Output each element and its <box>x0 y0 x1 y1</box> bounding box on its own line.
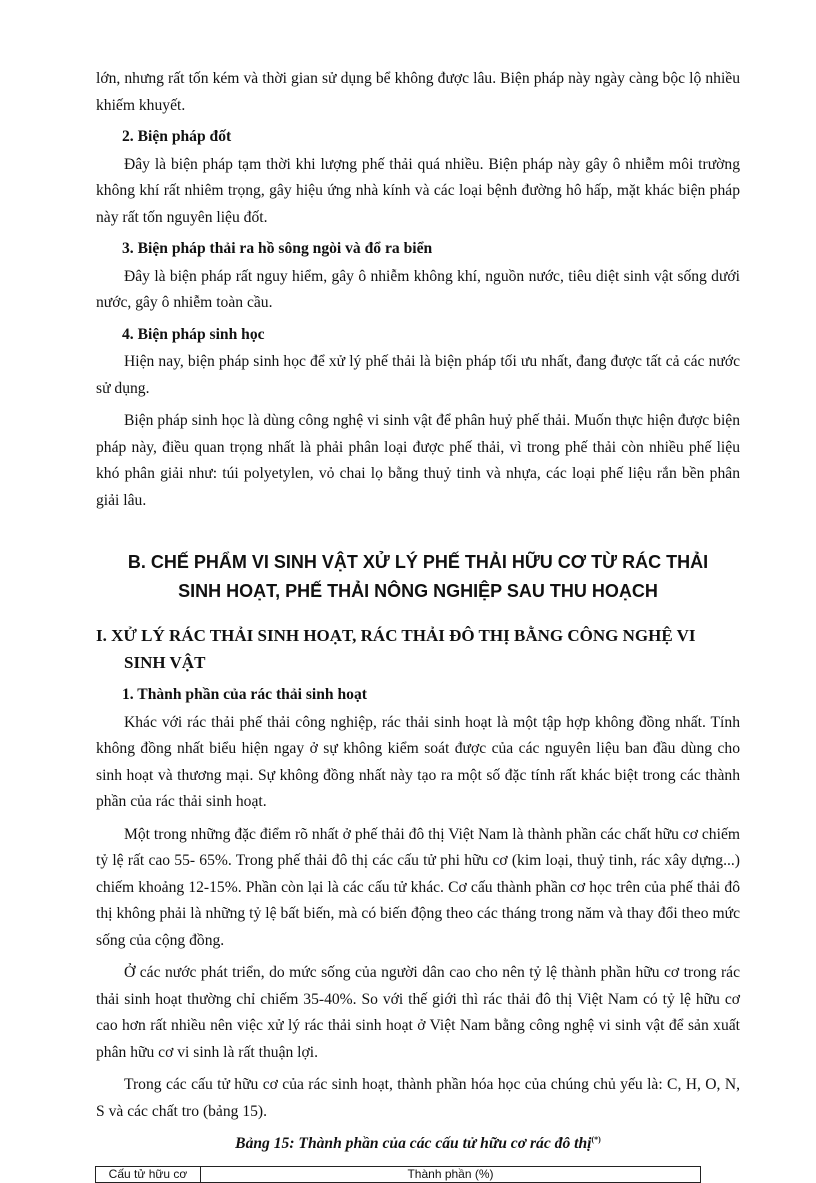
body-paragraph: Trong các cấu tử hữu cơ của rác sinh hoạt, thành phần hóa học của chúng chủ yếu là: C, H, O, N, S và các chất tro (bảng 15). <box>96 1076 740 1120</box>
method-heading: 3. Biện pháp thải ra hồ sông ngòi và đổ ra biển <box>122 240 433 257</box>
method-dumping <box>96 236 740 317</box>
method-paragraph: Đây là biện pháp rất nguy hiểm, gây ô nhiễm không khí, nguồn nước, tiêu diệt sinh vật sống dưới nước, gây ô nhiễm toàn cầu. <box>96 267 740 311</box>
table-caption <box>96 1131 740 1158</box>
method-paragraph: Biện pháp sinh học là dùng công nghệ vi sinh vật để phân huỷ phế thải. Muốn thực hiện được biện pháp này, điều quan trọng nhất là phải phân loại được phế thải, vì trong phế thải còn nhiều phế liệu khó phân giải như: túi polyetylen, vỏ chai lọ bằng thuỷ tinh và nhựa, các loại phế liệu rắn bền phân giải lâu. <box>96 412 740 509</box>
table-header-row <box>96 1166 701 1182</box>
body-paragraph: Một trong những đặc điểm rõ nhất ở phế thải đô thị Việt Nam là thành phần các chất hữu cơ chiếm tỷ lệ rất cao 55- 65%. Trong phế thải đô thị các cấu tử phi hữu cơ (kim loại, thuỷ tinh, rác xây dựng...) chiếm khoảng 12-15%. Phần còn lại là các cấu tử khác. Cơ cấu thành phần cơ học trên của phế thải đô thị không phải là những tỷ lệ bất biến, mà có biến động theo các tháng trong năm và thay đổi theo mức sống của cộng đồng. <box>96 825 740 949</box>
body-paragraph: Ở các nước phát triển, do mức sống của người dân cao cho nên tỷ lệ thành phần hữu cơ trong rác thải sinh hoạt thường chỉ chiếm 35-40%. So với thế giới thì rác thải đô thị Việt Nam có tỷ lệ hữu cơ cao hơn rất nhiều nên việc xử lý rác thải sinh hoạt ở Việt Nam bằng công nghệ vi sinh vật để sản xuất phân hữu cơ vi sinh là rất thuận lợi. <box>96 964 740 1061</box>
composition-table <box>95 1166 701 1183</box>
header-composition-percent: Thành phần (%) <box>201 1166 701 1182</box>
method-heading: 4. Biện pháp sinh học <box>122 325 265 343</box>
method-burning <box>96 124 740 231</box>
method-paragraph: Hiện nay, biện pháp sinh học để xử lý phế thải là biện pháp tối ưu nhất, đang được tất cả các nước sử dụng. <box>96 353 740 397</box>
table-caption-text: Bảng 15: Thành phần của các cấu tử hữu cơ rác đô thị <box>235 1135 592 1152</box>
intro-continuation: lớn, nhưng rất tốn kém và thời gian sử dụng bể không được lâu. Biện pháp này ngày càng bộc lộ nhiều khiếm khuyết. <box>96 70 740 114</box>
section-b-title-line1: B. CHẾ PHẨM VI SINH VẬT XỬ LÝ PHẾ THẢI HỮU CƠ TỪ RÁC THẢI <box>127 552 709 572</box>
document-page <box>96 66 740 1183</box>
method-heading: 2. Biện pháp đốt <box>122 128 232 145</box>
method-paragraph: Đây là biện pháp tạm thời khi lượng phế thải quá nhiều. Biện pháp này gây ô nhiễm môi trường không khí rất nhiêm trọng, gây hiệu ứng nhà kính và các loại bệnh đường hô hấp, mặt khác biện pháp này rất tốn nguyên liệu đốt. <box>96 155 740 226</box>
table-caption-note: (*) <box>591 1134 601 1144</box>
section-b-title-line2: SINH HOẠT, PHẾ THẢI NÔNG NGHIỆP SAU THU HOẠCH <box>178 581 658 601</box>
section-b-title <box>96 548 740 606</box>
chapter-i-subheading: 1. Thành phần của rác thải sinh hoạt <box>122 686 367 703</box>
chapter-i-title: I. XỬ LÝ RÁC THẢI SINH HOẠT, RÁC THẢI ĐÔ THỊ BẰNG CÔNG NGHỆ VI SINH VẬT <box>96 626 696 672</box>
header-organic-component: Cấu tử hữu cơ <box>96 1166 201 1182</box>
method-biological <box>96 322 740 515</box>
body-paragraph: Khác với rác thải phế thải công nghiệp, rác thải sinh hoạt là một tập hợp không đồng nhất. Tính không đồng nhất biểu hiện ngay ở sự không kiểm soát được của các nguyên liệu ban đầu dùng cho sinh hoạt và thương mại. Sự không đồng nhất này tạo ra một số đặc tính rất khác biệt trong các thành phần của rác thải sinh hoạt. <box>96 713 740 810</box>
